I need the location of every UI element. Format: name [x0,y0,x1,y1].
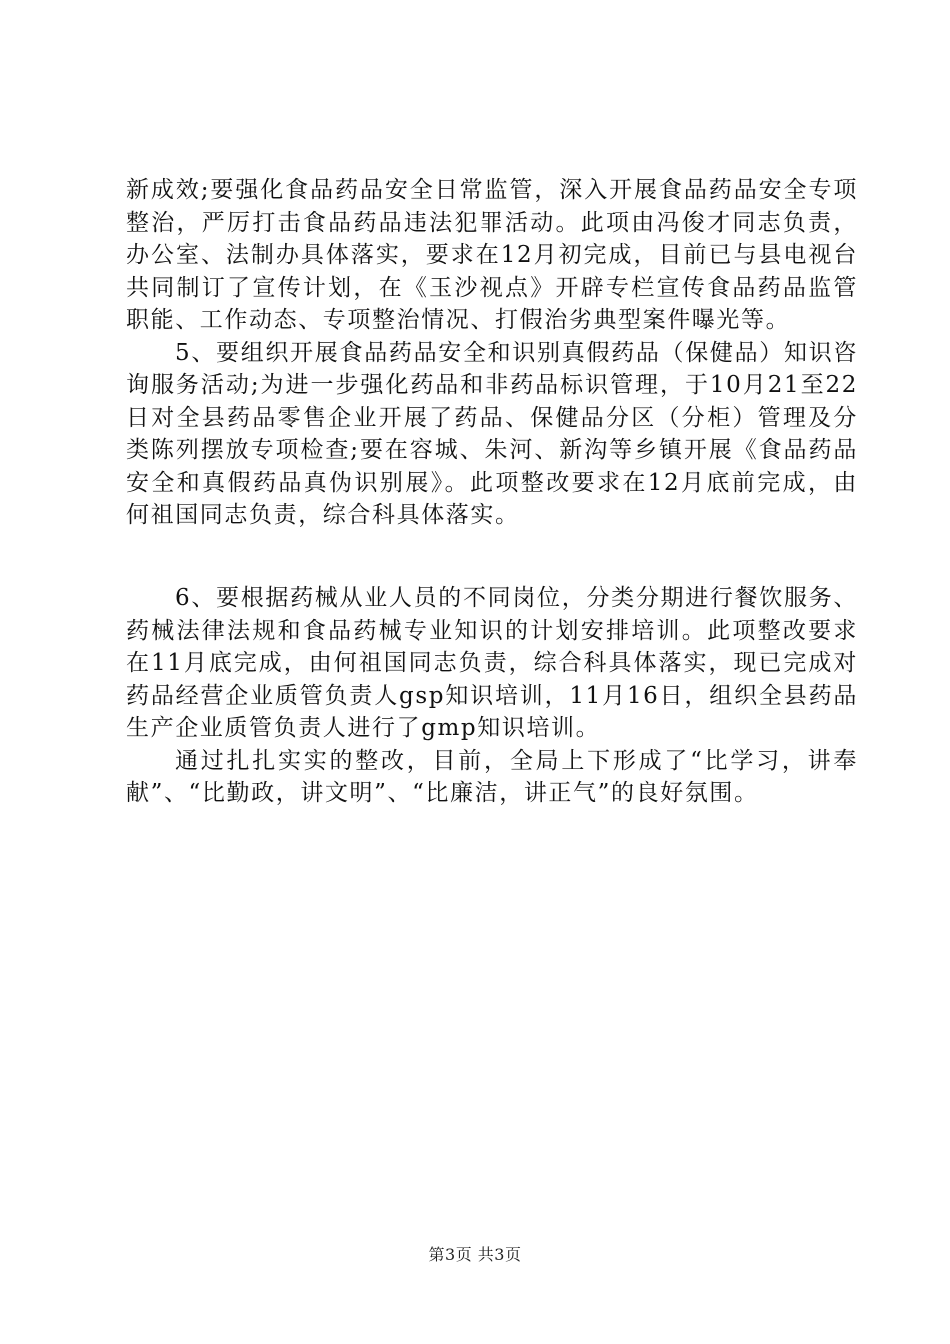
paragraph-conclusion: 通过扎扎实实的整改，目前，全局上下形成了“比学习，讲奉献”、“比勤政，讲文明”、“比廉洁，讲正气”的良好氛围。 [126,747,858,806]
body-text-section-1 [126,174,858,532]
paragraph-item-6: 6、要根据药械从业人员的不同岗位，分类分期进行餐饮服务、药械法律法规和食品药械专业知识的计划安排培训。此项整改要求在11月底完成，由何祖国同志负责，综合科具体落实，现已完成对药品经营企业质管负责人gsp知识培训，11月16日，组织全县药品生产企业质管负责人进行了gmp知识培训。 [126,585,858,741]
body-text-section-2 [126,582,858,810]
page-number-footer: 第3页 共3页 [428,1245,522,1264]
paragraph-item-5: 5、要组织开展食品药品安全和识别真假药品（保健品）知识咨询服务活动;为进一步强化药品和非药品标识管理，于10月21至22日对全县药品零售企业开展了药品、保健品分区（分柜）管理及分类陈列摆放专项检查;要在容城、朱河、新沟等乡镇开展《食品药品安全和真假药品真伪识别展》。此项整改要求在12月底前完成，由何祖国同志负责，综合科具体落实。 [126,339,858,528]
paragraph-continuation: 新成效;要强化食品药品安全日常监管，深入开展食品药品安全专项整治，严厉打击食品药品违法犯罪活动。此项由冯俊才同志负责，办公室、法制办具体落实，要求在12月初完成，目前已与县电视台共同制订了宣传计划，在《玉沙视点》开辟专栏宣传食品药品监管职能、工作动态、专项整治情况、打假治劣典型案件曝光等。 [126,177,858,333]
